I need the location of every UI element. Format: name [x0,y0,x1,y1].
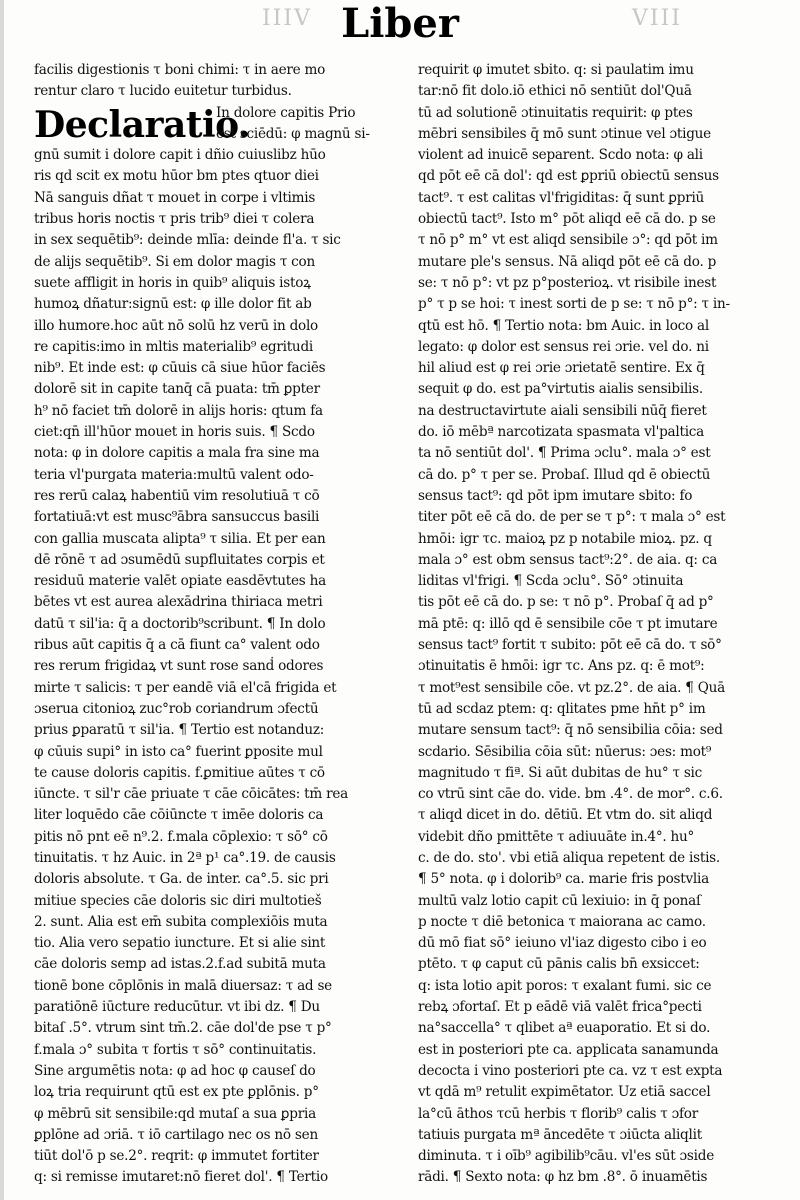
text-line: rebꝝ ɔfortaſ. Et p eādē viā valēt frica°pecti [418,999,702,1016]
text-line: φ mēbrū sit sensibile:qd mutaſ a sua ꝑpria [34,1105,316,1122]
text-line: multū valz lotio capit cū lexiuio: in q̄ ponaſ [418,892,701,909]
text-line: obiectū tact⁹. Isto m° pōt aliqd eē cā do. p se [418,211,716,228]
text-line: tio. Alia vero sepatio iuncture. Et si alie sint [34,935,326,952]
heading-side-line: est sciēdū: φ magnū si- [216,125,370,142]
text-line: res rerum frigidaꝝ vt sunt rose sanḋ odores [34,658,324,675]
text-line: magnitudo τ fiª. Si aūt dubitas de hu° τ sic [418,764,703,781]
text-line: p° τ p se hoi: τ inest sorti de p se: τ nō p°: τ in- [418,296,730,313]
text-line: ¶ 5° nota. φ i dolorib⁹ ca. marie fris postvlia [418,871,709,888]
text-line: se: τ nō p°: vt pz p°posterioꝝ. vt risibile inest [418,274,717,291]
text-line: rentur claro τ lucido euitetur turbidus. [34,83,292,100]
show-through-text-right: VIII [632,6,682,31]
text-line: ris qd scit ex motu hūor bm ptes qtuor diei [34,168,319,185]
text-line: bētes vt est aurea alexādrina thiriaca metri [34,594,323,611]
left-column [34,60,408,1189]
text-line: ɔserua citonioꝝ zuc°rob coriandrum ɔfectū [34,700,319,717]
text-line: decocta i vino posteriori pte ca. vz τ est expta [418,1062,723,1079]
text-line: τ nō p° m° vt est aliqd sensibile ɔ°: qd pōt im [418,232,718,249]
text-line: hmōi: igr τc. maioꝝ pz p notabile mioꝝ. pz. q [418,530,712,547]
text-line: mutare ple's sensus. Nā aliqd pōt eē cā do. p [418,253,717,270]
text-line: tribus horis noctis τ pris trib⁹ diei τ colera [34,211,315,228]
text-line: mēbri sensibiles q̄ mō sunt ɔtinue vel ɔtigue [418,125,711,142]
text-line: res rerū calaꝝ habentiū vim resolutiuā τ cō [34,487,320,504]
text-line: cā do. p° τ per se. Probaſ. Illud qd ē obiectū [418,466,711,483]
text-line: ciet:qn̄ ill'hūor mouet in horis suis. ¶ Scdo [34,424,315,441]
text-line: titer pōt eē cā do. de per se τ p°: τ mala ɔ° est [418,509,726,526]
text-line: mirte τ salicis: τ per eandē viā el'cā frigida et [34,679,337,696]
text-line: φ cūuis supi° in isto ca° fuerint ꝑposite mul [34,743,323,760]
text-line: residuū materie valēt opiate easdēvtutes ha [34,573,326,590]
text-line: violent ad inuicē separent. Scdo nota: φ ali [418,147,703,164]
text-line: qtū est hō. ¶ Tertio nota: bm Auic. in loco al [418,317,709,334]
page-edge [0,0,4,1200]
text-line: teria vl'purgata materia:multū valent odo- [34,466,314,483]
text-line: τ mot⁹est sensibile cōe. vt pz.2°. de aia. ¶ Quā [418,679,725,696]
text-line: videbit dño pmittēte τ adiuuāte in.4°. hu° [418,828,695,845]
text-line: h⁹ nō faciet tm̄ dolorē in alijs horis: qtum fa [34,402,323,419]
text-line: liditas vl'frigi. ¶ Scda ɔclu°. Sō° ɔtinuita [418,573,684,590]
text-line: datū τ sil'ia: q̄ a doctorib⁹scribunt. ¶ In dolo [34,615,326,632]
text-line: tionē bone cōplōnis in malā diuersaz: τ ad se [34,977,332,994]
text-line: loꝝ tria requirunt qtū est ex pte ꝑplōnis. p° [34,1084,319,1101]
text-line: do. iō mēbª narcotizata spasmata vl'paltica [418,424,705,441]
text-line: dū mō fiat sō° ieiuno vl'iaz digesto cibo i eo [418,935,707,952]
text-line: nib⁹. Et inde est: φ cūuis cā siue hūor faciēs [34,360,326,377]
text-line: vt qdā m⁹ retulit expimētator. Uz etiā saccel [418,1084,711,1101]
text-line: ribus aūt capitis q̄ a cā fiunt ca° valent odo [34,637,320,654]
text-line: sensus tact⁹: qd pōt ipm imutare sbito: fo [418,487,693,504]
declaratio-heading-line [34,103,408,146]
text-line: iūncte. τ sil'r cāe priuate τ cāe cōicātes: tm̄ rea [34,786,349,803]
text-line: f.mala ɔ° subita τ fortis τ sō° continuitatis. [34,1041,317,1058]
text-line: cāe doloris semp ad istas.2.f.ad subitā muta [34,956,326,973]
text-line: qd pōt eē cā dol': qd est ꝑpriū obiectū sensus [418,168,719,185]
text-line: na destructavirtute aiali sensibili nūq̄ fieret [418,402,707,419]
text-line: humoꝝ dñatur:signū est: φ ille dolor fit ab [34,296,312,313]
text-line: doloris absolute. τ Ga. de inter. ca°.5. sic pri [34,871,329,888]
text-line: con gallia muscata alipta⁹ τ silia. Et per ean [34,530,326,547]
text-line: scdario. Sēsibilia cōia sūt: nūerus: ɔes: mot⁹ [418,743,712,760]
show-through-text-left: IIIV [262,6,312,31]
text-line: tū ad scdaz ptem: q: qlitates pme hn̄t p° im [418,700,706,717]
text-line: fortatiuā:vt est musc⁹ābra sansuccus basili [34,509,320,526]
text-line: tinuitatis. τ hz Auic. in 2ª p¹ ca°.19. de causis [34,849,336,866]
text-line: prius ꝑparatū τ sil'ia. ¶ Tertio est notanduz: [34,722,325,739]
text-line: nota: φ in dolore capitis a mala fra sine ma [34,445,320,462]
text-line: tis pōt eē cā do. p se: τ nō p°. Probaſ q̄ ad p° [418,594,714,611]
text-line: mutare sensum tact⁹: q̄ nō sensibilia cōia: sed [418,722,723,739]
heading-side-text [216,103,408,146]
text-line: q: ista lotio apit poros: τ exalant fumi. sic ce [418,977,712,994]
text-line: τ aliqd dicet in do. dētiū. Et vtm do. sit aliqd [418,807,713,824]
text-line: bitaſ .5°. vtrum sint tm̄.2. cāe dol'de pse τ p° [34,1020,332,1037]
text-line: ɔtinuitatis ē hmōi: igr τc. Ans pz. q: ē mot⁹: [418,658,705,675]
text-line: dolorē sit in capite tanq̄ cā puata: tm̄ ꝑpter [34,381,320,398]
text-line: pitis nō pnt eē n⁹.2. f.mala cōplexio: τ sō° cō [34,828,328,845]
text-line: hil aliud est φ rei ɔrie ɔrietatē sentire. Ex q̄ [418,360,705,377]
left-column-body [34,145,408,1189]
text-line: mitiue species cāe doloris sic diri multotieš [34,892,322,909]
text-line: sensus tact⁹ fortit τ subito: pōt eē cā do. τ sō° [418,637,722,654]
right-column [418,60,790,1189]
text-line: paratiōnē iūcture reducūtur. vt ibi dz. ¶ Du [34,999,320,1016]
text-line: p nocte τ diē betonica τ maiorana ac camo. [418,913,706,930]
text-line: Sine argumētis nota: φ ad hoc φ causeſ do [34,1062,316,1079]
text-line: requirit φ imutet sbito. q: si paulatim imu [418,62,694,78]
text-line: facilis digestionis τ boni chimi: τ in aere mo [34,62,326,78]
declaratio-heading: Declaratio. [34,103,251,146]
text-line: gnū sumit i dolore capit i dñio cuiuslibz hūo [34,147,326,164]
text-line: c. de do. sto'. vbi etiā aliqua repetent de istis. [418,849,720,866]
text-line: tact⁹. τ est calitas vl'frigiditas: q̄ sunt ꝑpriū [418,189,705,206]
text-line: tar:nō fit dolo.iō ethici nō sentiūt dol'Quā [418,83,692,100]
text-line: legato: φ dolor est sensus rei ɔrie. vel do. ni [418,338,709,355]
text-line: ꝑplōne ad ɔriā. τ iō cartilago nec os nō sen [34,1126,318,1143]
text-line: tiūt dol'ō p se.2°. reqrit: φ immutet fortiter [34,1148,319,1165]
text-line: la°cū āthos τcū herbis τ florib⁹ calis τ ɔfor [418,1105,698,1122]
text-line: rādi. ¶ Sexto nota: φ hz bm .8°. ō inuamētis [418,1169,708,1186]
text-line: de alijs sequētib⁹. Si em dolor magis τ con [34,253,315,270]
text-line: ptēto. τ φ caput cū pānis calis bn̄ exsiccet: [418,956,700,973]
text-line: suete affligit in horis in quib⁹ aliquis istoꝝ [34,274,311,291]
text-line: dē rōnē τ ad ɔsumēdū supfluitates corpis et [34,551,325,568]
text-line: Nā sanguis dñat τ mouet in corpe i vltimis [34,189,316,206]
text-line: 2. sunt. Alia est em̄ subita complexiōis muta [34,913,328,930]
text-line: mala ɔ° est obm sensus tact⁹:2°. de aia. q: ca [418,551,718,568]
text-line: diminuta. τ i oīb⁹ agibilib⁹cāu. vl'es sūt ɔside [418,1148,714,1165]
text-line: sequit φ do. est pa°virtutis aialis sensibilis. [418,381,703,398]
heading-side-line: In dolore capitis Prio [216,104,356,121]
text-line: in sex sequētib⁹: deinde mlīa: deinde fl'a. τ sic [34,232,341,249]
text-line: illo humore.hoc aūt nō solū hz verū in dolo [34,317,318,334]
text-line: te cause doloris capitis. f.ꝑmitiue aūtes τ cō [34,764,325,781]
text-line: ta nō sentiūt dol'. ¶ Prima ɔclu°. mala ɔ° est [418,445,711,462]
text-line: co vtrū sint cāe do. vide. bm .4°. de mor°. c.6. [418,786,723,803]
text-line: mā ptē: q: illō qd ē sensibile cōe τ pt imutare [418,615,718,632]
text-line: re capitis:imo in mltis materialib⁹ egritudi [34,338,313,355]
text-line: na°saccella° τ qlibet aª euaporatio. Et si do. [418,1020,711,1037]
text-line: est in posteriori pte ca. applicata sanamunda [418,1041,719,1058]
text-line: tatiuis purgata mª āncedēte τ ɔiūcta aliqlit [418,1126,702,1143]
text-line: liter loquēdo cāe cōiūncte τ imēe doloris ca [34,807,324,824]
left-column-opening-lines [34,60,408,103]
text-line: q: si remisse imutaret:nō fieret dol'. ¶ Tertio [34,1169,328,1186]
running-head-title: Liber [341,0,459,47]
text-line: tū ad solutionē ɔtinuitatis requirit: φ ptes [418,104,693,121]
